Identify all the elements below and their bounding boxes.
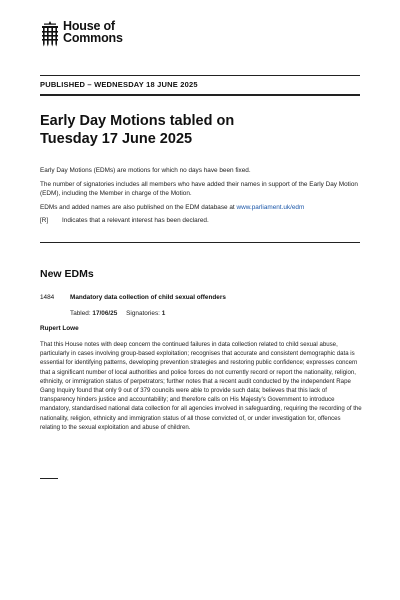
interest-flag-description: Indicates that a relevant interest has been declared.	[62, 217, 209, 225]
edm-meta	[70, 310, 165, 317]
logo-line-1: House of	[63, 19, 115, 33]
edm-heading	[40, 294, 226, 301]
edm-database-text: EDMs and added names are also published on the EDM database at	[40, 203, 237, 211]
house-of-commons-logo	[40, 20, 123, 47]
intro-divider	[40, 242, 360, 243]
intro-paragraph-1: Early Day Motions (EDMs) are motions for which no days have been fixed.	[40, 167, 251, 174]
edm-number: 1484	[40, 294, 55, 301]
edm-motion-text: That this House notes with deep concern the continued failures in data collection related to child sexual abuse, particularly in cases involving group-based exploitation; recognises that accurate and consistent demographic data is essential for identifying patterns, developing prevention strategies and restoring public confidence; expresses concern that a significant number of local authorities and police forces do not currently record or report the nationality, religion, ethnicity, or immigration status of perpetrators; further notes that a recent audit conducted by the independent Rape Gang Inquiry found that only 9 out of 379 councils were able to provide such data; believes that this lack of transparency hinders justice and accountability; and therefore calls on His Majesty’s Government to introduce mandatory, standardised national data collection for all agencies involved in safeguarding, requiring the recording of the nationality, religion, ethnicity and immigration status of all those convicted of, or under investigation for, offences relating to the sexual exploitation and abuse of children.	[40, 341, 362, 431]
published-date: PUBLISHED – WEDNESDAY 18 JUNE 2025	[40, 80, 198, 89]
signatories-label: Signatories:	[126, 310, 160, 317]
logo-text	[63, 20, 123, 44]
signatories-count: 1	[161, 310, 166, 317]
end-divider	[40, 478, 58, 479]
intro-notes	[40, 166, 360, 230]
title-line-1: Early Day Motions tabled on	[40, 113, 235, 129]
edm-database-link[interactable]: www.parliament.uk/edm	[236, 203, 305, 211]
tabled-label: Tabled:	[70, 310, 91, 317]
section-title-new-edms: New EDMs	[40, 268, 94, 280]
intro-paragraph-3	[40, 203, 360, 213]
title-line-2: Tuesday 17 June 2025	[40, 131, 193, 147]
page-title	[40, 112, 360, 148]
logo-line-2: Commons	[63, 31, 123, 45]
portcullis-icon	[40, 21, 60, 47]
top-divider	[40, 75, 360, 76]
edm-sponsor: Rupert Lowe	[40, 325, 79, 332]
edm-title: Mandatory data collection of child sexual offenders	[70, 294, 226, 301]
intro-paragraph-4	[40, 216, 360, 226]
published-divider	[40, 94, 360, 96]
tabled-date: 17/06/25	[92, 310, 118, 317]
intro-paragraph-2: The number of signatories includes all members who have added their names in support of the Early Day Motion (EDM), including the Member in charge of the Motion.	[40, 180, 358, 198]
interest-flag: [R]	[40, 217, 49, 225]
